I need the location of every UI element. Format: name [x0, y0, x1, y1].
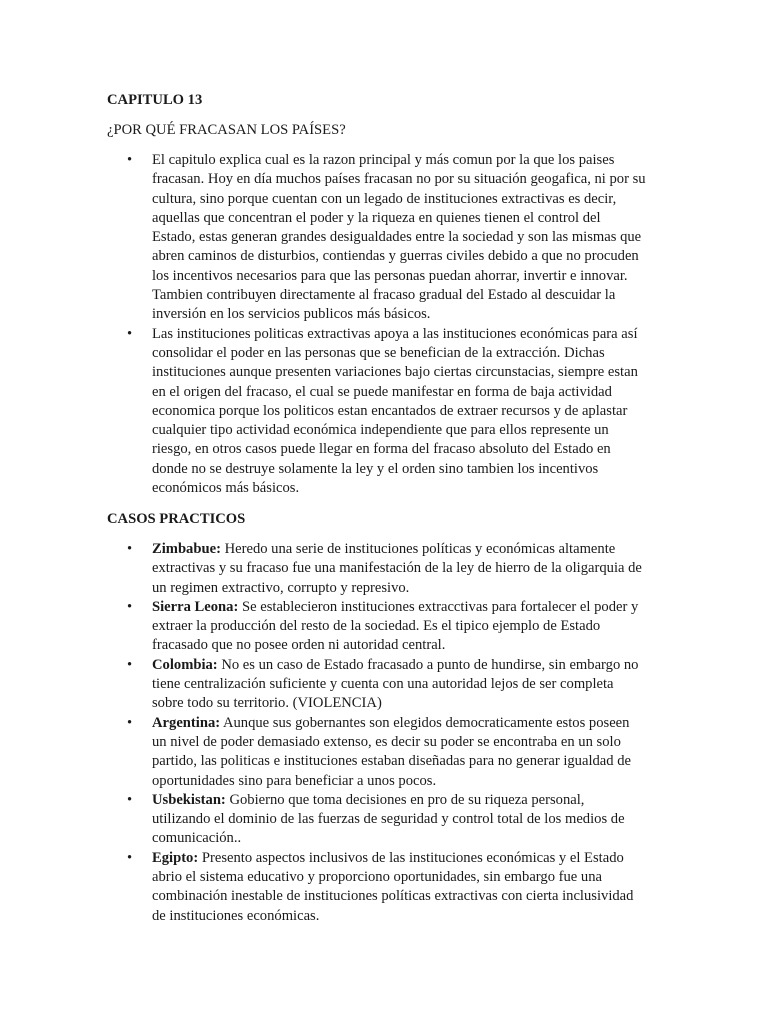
case-country-label: Usbekistan: [152, 791, 226, 808]
case-line: fracasado que no posee orden ni autoridad central. [152, 637, 446, 654]
chapter-heading: CAPITULO 13 [107, 92, 203, 108]
bullet-icon: • [127, 656, 133, 673]
case-line: extractivas y su fracaso fue una manifestación de la ley de hierro de la oligarquia de [152, 560, 642, 577]
case-first-line [152, 791, 660, 810]
bullet-icon: • [127, 849, 133, 866]
case-first-line-text: Heredo una serie de instituciones políticas y económicas altamente [220, 541, 616, 557]
cases-heading: CASOS PRACTICOS [107, 511, 246, 527]
case-line: abrio el sistema educativo y proporciono oportunidades, sin embargo fue una [152, 869, 602, 886]
paragraph-line: abren caminos de disturbios, contiendas y guerras civiles debido a que no procuden [152, 248, 639, 265]
case-item [0, 791, 660, 849]
case-line: un regimen extractivo, corrupto y represivo. [152, 579, 410, 596]
case-first-line-text: Se establecieron instituciones extracctivas para fortalecer el poder y [238, 598, 639, 615]
case-line: utilizando el dominio de las fuerzas de seguridad y control total de los medios de [152, 811, 625, 828]
case-item [0, 849, 660, 926]
case-first-line [152, 849, 660, 868]
case-line: partido, las politicas e instituciones estaban diseñadas para no generar igualdad de [152, 753, 631, 770]
bullet-icon: • [127, 152, 133, 168]
paragraph-line: económicos más básicos. [152, 480, 300, 497]
paragraph-line: Las instituciones politicas extractivas apoya a las instituciones económicas para así [152, 325, 638, 342]
intro-bullet-item [0, 325, 660, 499]
case-first-line-text: Aunque sus gobernantes son elegidos democraticamente estos poseen [220, 714, 630, 731]
bullet-icon: • [127, 791, 133, 808]
paragraph-line: economica porque los politicos estan encantados de extraer recursos y de aplastar [152, 402, 628, 419]
paragraph-line: consolidar el poder en las personas que se benefician de la extracción. Dichas [152, 344, 605, 361]
case-line: extraer la producción del resto de la sociedad. Es el tipico ejemplo de Estado [152, 618, 601, 635]
bullet-icon: • [127, 598, 133, 615]
case-line: comunicación.. [152, 830, 242, 847]
case-line: sobre todo su territorio. (VIOLENCIA) [152, 695, 382, 712]
paragraph-line: El capitulo explica cual es la razon principal y más comun por la que los paises [152, 152, 615, 168]
case-first-line [152, 598, 660, 617]
case-first-line [152, 656, 660, 675]
case-country-label: Colombia: [152, 656, 218, 673]
case-item [0, 656, 660, 714]
case-line: de instituciones económicas. [152, 907, 320, 924]
case-item [0, 714, 660, 791]
paragraph-line: cualquier tipo actividad económica independiente que para ellos represente un [152, 422, 609, 439]
case-country-label: Zimbabue: [152, 541, 221, 557]
case-first-line [152, 714, 660, 733]
case-line: combinación inestable de instituciones políticas extractivas con cierta inclusividad [152, 888, 634, 905]
case-first-line-text: Presento aspectos inclusivos de las instituciones económicas y el Estado [198, 849, 624, 866]
paragraph-line: aquellas que concentran el poder y la riqueza en quienes tienen el control del [152, 209, 601, 226]
paragraph-line: fracasan. Hoy en día muchos países fracasan no por su situación geogafica, ni por su [152, 171, 646, 188]
paragraph-line: Estado, estas generan grandes desigualdades entre la sociedad y son las mismas que [152, 229, 642, 246]
case-first-line [152, 540, 660, 559]
case-line: tiene centralización suficiente y cuenta con una autoridad lejos de ser completa [152, 676, 614, 693]
document-title: ¿POR QUÉ FRACASAN LOS PAÍSES? [107, 122, 346, 138]
bullet-icon: • [127, 541, 133, 557]
case-first-line-text: No es un caso de Estado fracasado a punto de hundirse, sin embargo no [217, 656, 639, 673]
paragraph-line: Tambien contribuyen directamente al fracaso gradual del Estado al descuidar la [152, 287, 616, 304]
case-line: oportunidades sino para beneficiar a unos pocos. [152, 772, 437, 789]
paragraph-line: instituciones aunque presenten variaciones bajo ciertas circunstacias, siempre estan [152, 364, 638, 381]
case-item [0, 598, 660, 656]
paragraph-line: donde no se destruye solamente la ley y el orden sino tambien los incentivos [152, 460, 599, 477]
case-country-label: Egipto: [152, 849, 199, 866]
cases-bullet-list [0, 540, 660, 926]
case-line: un nivel de poder demasiado extenso, es decir su poder se encontraba en un solo [152, 733, 621, 750]
paragraph-line: los incentivos necesarios para que las personas puedan ahorrar, invertir e innovar. [152, 267, 628, 284]
bullet-icon: • [127, 325, 133, 342]
paragraph-line: cultura, sino porque cuentan con un legado de instituciones extractivas es decir, [152, 190, 617, 207]
case-country-label: Argentina: [152, 714, 221, 731]
intro-bullet-item [0, 151, 660, 325]
paragraph-line: en el origen del fracaso, el cual se puede manifestar en forma de baja actividad [152, 383, 612, 400]
intro-bullet-list [0, 151, 660, 498]
paragraph-line: riesgo, en otros casos puede llegar en forma del fracaso absoluto del Estado en [152, 441, 611, 458]
case-item [0, 540, 660, 598]
case-first-line-text: Gobierno que toma decisiones en pro de su riqueza personal, [225, 791, 585, 808]
paragraph-line: inversión en los servicios publicos más básicos. [152, 306, 431, 323]
bullet-icon: • [127, 714, 133, 731]
case-country-label: Sierra Leona: [152, 598, 239, 615]
